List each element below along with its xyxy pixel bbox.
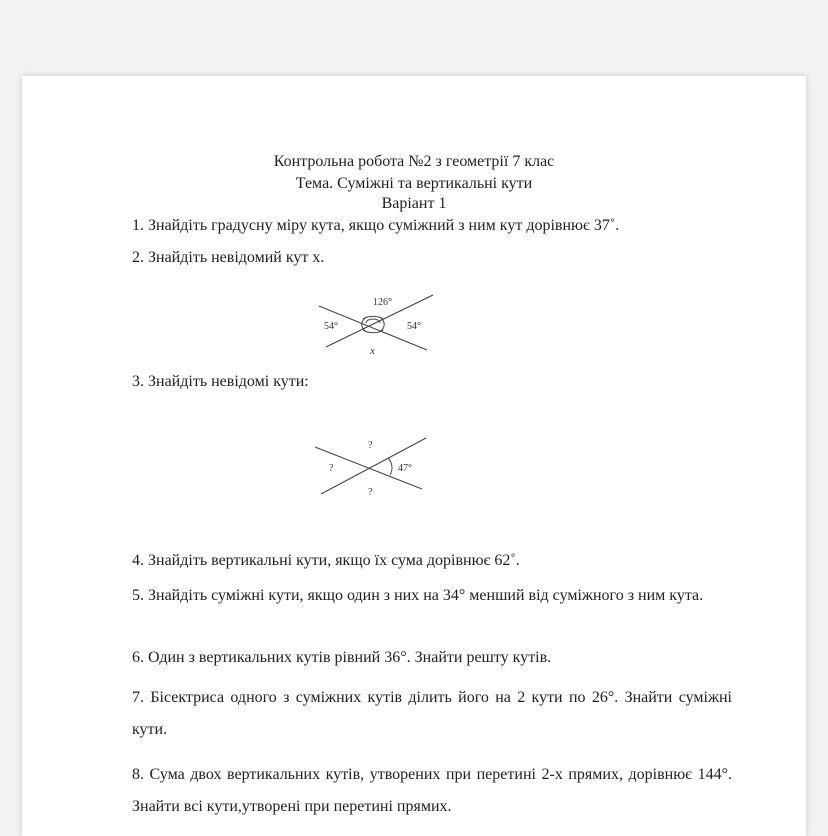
document-topic: Тема. Суміжні та вертикальні кути bbox=[295, 175, 533, 192]
question-6: 6. Один з вертикальних кутів рівний 36°. Знайти решту кутів. bbox=[132, 649, 552, 666]
figure-2-label-right: 47° bbox=[398, 463, 412, 474]
question-3: 3. Знайдіть невідомі кути: bbox=[132, 373, 309, 390]
figure-1-label-bottom: x bbox=[370, 345, 375, 357]
figure-1-label-right: 54° bbox=[407, 321, 421, 332]
figure-1-diagram bbox=[312, 290, 442, 362]
figure-2-label-bottom: ? bbox=[368, 487, 373, 498]
document-title: Контрольна робота №2 з геометрії 7 клас bbox=[273, 153, 555, 170]
question-2: 2. Знайдіть невідомий кут x. bbox=[132, 249, 325, 266]
document-variant: Варіант 1 bbox=[381, 195, 447, 212]
figure-2-label-left: ? bbox=[329, 463, 334, 474]
document-page bbox=[22, 76, 806, 836]
question-5: 5. Знайдіть суміжні кути, якщо один з них на 34° менший від суміжного з ним кута. bbox=[132, 587, 704, 604]
figure-2-arc bbox=[388, 458, 392, 475]
figure-1-label-left: 54° bbox=[324, 321, 338, 332]
figure-2-label-top: ? bbox=[368, 440, 373, 451]
figure-1-arc-inner bbox=[366, 319, 380, 323]
question-4: 4. Знайдіть вертикальні кути, якщо їх сума дорівнює 62˚. bbox=[132, 552, 520, 569]
figure-1-label-top: 126° bbox=[373, 297, 392, 308]
figure-2-diagram bbox=[312, 432, 432, 502]
question-7: 7. Бісектриса одного з суміжних кутів ділить його на 2 кути по 26°. Знайти суміжні кути. bbox=[132, 689, 732, 738]
question-8: 8. Сума двох вертикальних кутів, утворених при перетині 2-х прямих, дорівнює 144°. Знайти всі кути,утворені при перетині прямих. bbox=[132, 766, 732, 815]
question-1: 1. Знайдіть градусну міру кута, якщо суміжний з ним кут дорівнює 37˚. bbox=[132, 217, 620, 234]
